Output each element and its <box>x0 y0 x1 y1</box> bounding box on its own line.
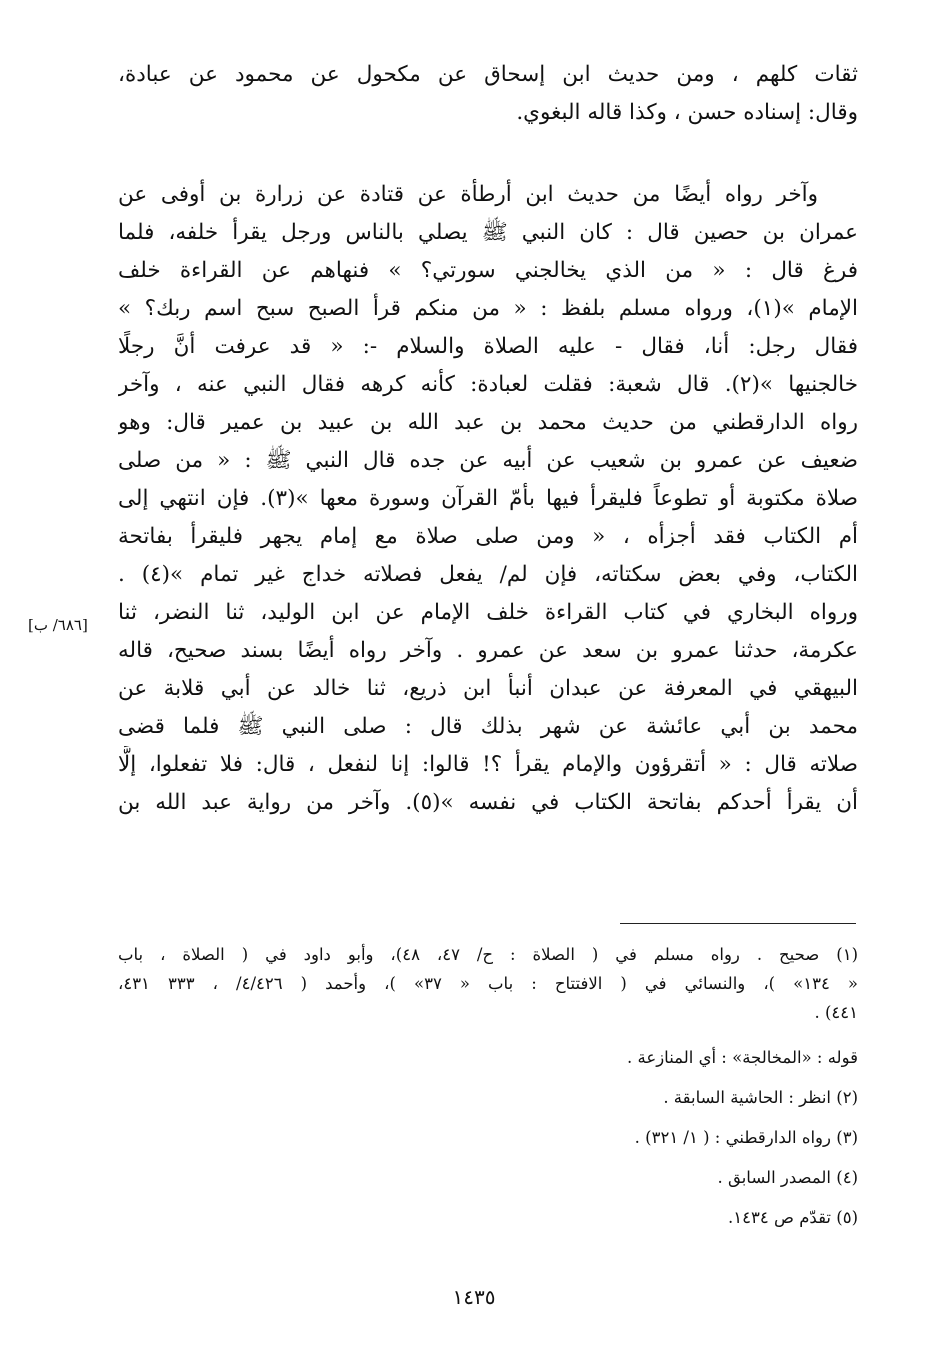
footnote-1-line: (١) صحيح . رواه مسلم في ( الصلاة : ح/ ٤٧، ٤٨)، وأبو داود في ( الصلاة ، باب <box>118 945 858 964</box>
text-line: وقال: إسناده حسن ، وكذا قاله البغوي. <box>516 100 858 125</box>
footnote-separator <box>620 923 856 924</box>
footnote-3: (٣) رواه الدارقطني : ( ١/ ٣٢١) . <box>634 1128 858 1147</box>
text-line: أن يقرأ أحدكم بفاتحة الكتاب في نفسه »(٥). وآخر من رواية عبد الله بن <box>118 790 858 815</box>
footnotes <box>118 940 858 1238</box>
footnote-spacer <box>118 1027 858 1038</box>
text-line: ورواه البخاري في كتاب القراءة خلف الإمام عن ابن الوليد، ثنا النضر، ثنا <box>118 600 858 625</box>
text-line: محمد بن أبي عائشة عن شهر بذلك قال : صلى النبي ﷺ فلما قضى <box>118 714 858 739</box>
footnote-5: (٥) تقدّم ص ١٤٣٤. <box>728 1208 858 1227</box>
footnote-1-line: ٤٤١) . <box>814 1003 858 1022</box>
footnote-1-line: « ١٣٤» )، والنسائي في ( الافتتاح : باب « ٣٧» )، وأحمد ( ٤/٤٢٦/ ، ٣٣٣ ٤٣١، <box>118 974 858 993</box>
text-line: ثقات كلهم ، ومن حديث ابن إسحاق عن مكحول عن محمود عن عبادة، <box>118 62 858 87</box>
text-line: فقال رجل: أنا، فقال - عليه الصلاة والسلام -: « قد عرفت أنَّ رجلًا <box>118 334 858 359</box>
text-line: عكرمة، حدثنا عمرو بن سعد عن عمرو . وآخر رواه أيضًا بسند صحيح، قاله <box>118 638 858 663</box>
text-line: الكتاب، وفي بعض سكتاته، فإن لم/ يفعل فصلاته خداج غير تمام »(٤) . <box>118 562 858 587</box>
paragraph-2 <box>118 176 858 822</box>
text-line: الإمام »(١)، ورواه مسلم بلفظ : « من منكم قرأ الصبح سبح اسم ربك؟ » <box>118 296 858 321</box>
text-line: رواه الدارقطني من حديث محمد بن عبد الله بن عبيد بن عمير قال: وهو <box>118 410 858 435</box>
text-line: ضعيف عن عمرو بن شعيب عن أبيه عن جده قال النبي ﷺ : « من صلى <box>118 448 858 473</box>
text-line: البيهقي في المعرفة عن عبدان أنبأ ابن ذريع، ثنا خالد عن أبي قلابة عن <box>118 676 858 701</box>
footnote-4: (٤) المصدر السابق . <box>717 1168 858 1187</box>
text-line: صلاة مكتوبة أو تطوعاً فليقرأ فيها بأمّ القرآن وسورة معها »(٣). فإن انتهي إلى <box>118 486 858 511</box>
footnote-2: (٢) انظر : الحاشية السابقة . <box>663 1088 858 1107</box>
text-line: عمران بن حصين قال : كان النبي ﷺ يصلي بالناس ورجل يقرأ خلفه، فلما <box>118 220 858 245</box>
page-number: ١٤٣٥ <box>452 1285 496 1309</box>
text-line: فرغ قال : « من الذي يخالجني سورتي؟ » فنهاهم عن القراءة خلف <box>118 258 858 283</box>
footnote-gloss: قوله : «المخالجة» : أي المنازعة . <box>627 1048 858 1067</box>
text-line: صلاته قال : « أتقرؤون والإمام يقرأ ؟! قالوا: إنا لنفعل ، قال: فلا تفعلوا، إلَّا <box>118 752 858 777</box>
text-line: وآخر رواه أيضًا من حديث ابن أرطأة عن قتادة عن زرارة بن أوفى عن <box>118 182 818 207</box>
text-line: أم الكتاب فقد أجزأه ، « ومن صلى صلاة مع إمام يجهر فليقرأ بفاتحة <box>118 524 858 549</box>
text-line: خالجنيها »(٢). قال شعبة: فقلت لعبادة: كأنه كرهه فقال النبي عنه ، وآخر <box>118 372 858 397</box>
margin-folio-reference: [٦٨٦/ ب] <box>28 616 88 634</box>
paragraph-1 <box>118 56 858 132</box>
